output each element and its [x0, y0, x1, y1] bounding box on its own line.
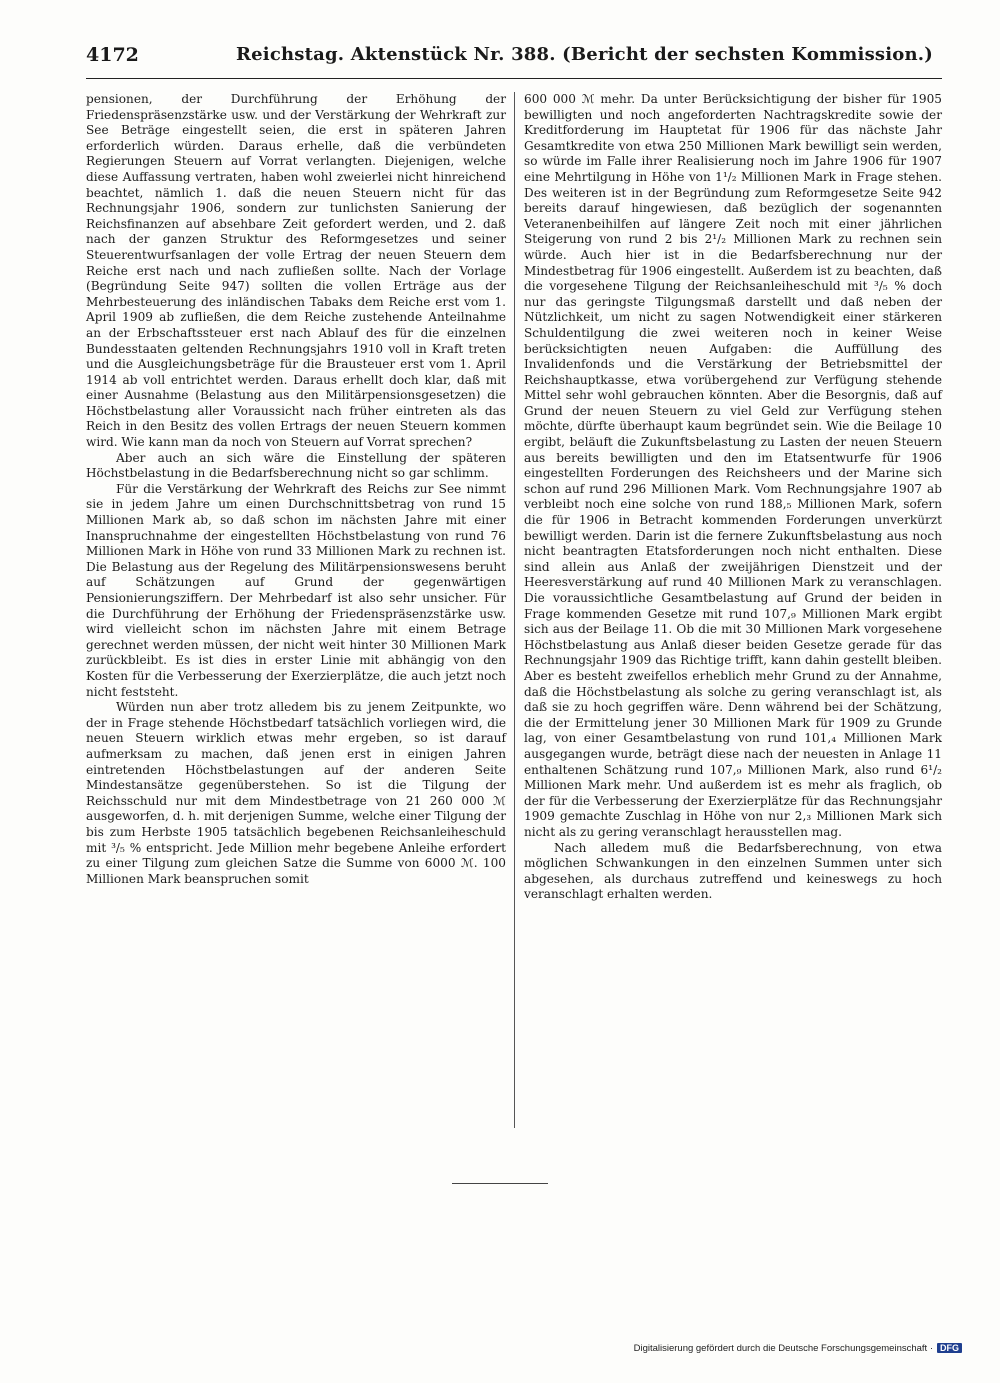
column-divider — [514, 92, 515, 1128]
section-end-rule — [452, 1183, 548, 1184]
body-paragraph: pensionen, der Durchführung der Erhöhung der Friedenspräsenzstärke usw. und der Verstärkung der Wehrkraft zur See Beträge eingestellt seien, die erst in späteren Jahren erforderlich würden. Daraus erhelle, daß die verbündeten Regierungen Steuern auf Vorrat verlangten. Diejenigen, welche diese Auffassung vertraten, haben wohl zweierlei nicht hinreichend beachtet, nämlich 1. daß die neuen Steuern nicht für das Rechnungsjahr 1906, sondern zur tunlichsten Sanierung der Reichsfinanzen auf absehbare Zeit gefordert werden, und 2. daß nach der ganzen Struktur des Reformgesetzes und seiner Steuerentwurfsanlagen der volle Ertrag der neuen Steuern dem Reiche erst nach und nach zufließen sollte. Nach der Vorlage (Begründung Seite 947) sollten die vollen Erträge aus der Mehrbesteuerung des inländischen Tabaks dem Reiche erst vom 1. April 1909 ab zufließen, die dem Reiche zustehende Anteilnahme an der Erbschaftssteuer erst nach Ablauf des für die einzelnen Bundesstaaten geltenden Rechnungsjahrs 1910 voll in Kraft treten und die Ausgleichungsbeträge für die Brausteuer erst vom 1. April 1914 ab voll entrichtet werden. Daraus erhellt doch klar, daß mit einer Ausnahme (Belastung aus den Militärpensionsgesetzen) die Höchstbelastung aller Voraussicht nach früher eintreten als das Reich in den Besitz des vollen Ertrags der neuen Steuern kommen wird. Wie kann man da noch von Steuern auf Vorrat sprechen? — [86, 92, 506, 450]
credit-text: Digitalisierung gefördert durch die Deutsche Forschungsgemeinschaft · — [633, 1343, 933, 1354]
page-header — [86, 44, 942, 74]
digitization-credit — [610, 1343, 962, 1354]
body-paragraph: 600 000 ℳ mehr. Da unter Berücksichtigung der bisher für 1905 bewilligten und noch angeforderten Nachtragskredite sowie der Kreditforderung im Hauptetat für 1906 für das nächste Jahr Gesamtkredite von etwa 250 Millionen Mark bewilligt sein werden, so würde im Falle ihrer Realisierung noch im Jahre 1906 für 1907 eine Mehrtilgung in Höhe von 1¹/₂ Millionen Mark in Frage stehen. Des weiteren ist in der Begründung zum Reformgesetze Seite 942 bereits darauf hingewiesen, daß bezüglich der sogenannten Veteranenbeihilfen auf längere Zeit noch mit einer jährlichen Steigerung von rund 2 bis 2¹/₂ Millionen Mark zu rechnen sein würde. Auch hier ist in die Bedarfsberechnung nur der Mindestbetrag für 1906 eingestellt. Außerdem ist zu beachten, daß die vorgesehene Tilgung der Reichsanleiheschuld mit ³/₅ % doch nur das geringste Tilgungsmaß darstellt und daß neben der Nützlichkeit, um nicht zu sagen Notwendigkeit einer stärkeren Schuldentilgung die zwei weiteren noch in keiner Weise berücksichtigten neuen Aufgaben: die Auffüllung des Invalidenfonds und die Verstärkung der Betriebsmittel der Reichshauptkasse, etwa vorübergehend zur Verfügung stehende Mittel sehr wohl gebrauchen könnten. Aber die Besorgnis, daß auf Grund der neuen Steuern zu viel Geld zur Verfügung stehen möchte, dürfte überhaupt kaum begründet sein. Wie die Beilage 10 ergibt, beläuft die Zukunftsbelastung zu Lasten der neuen Steuern aus bereits bewilligten und den im Etatsentwurfe für 1906 eingestellten Forderungen des Reichsheers und der Marine sich schon auf rund 296 Millionen Mark. Vom Rechnungsjahre 1907 ab verbleibt noch eine solche von rund 188,₅ Millionen Mark, sofern die für 1906 in Betracht kommenden Forderungen unverkürzt bewilligt werden. Darin ist die fernere Zukunftsbelastung aus noch nicht beantragten Etatsforderungen noch nicht enthalten. Diese sind allein aus Anlaß der zweijährigen Dienstzeit und der Heeresverstärkung auf rund 40 Millionen Mark zu veranschlagen. Die voraussichtliche Gesamtbelastung auf Grund der beiden in Frage kommenden Gesetze mit rund 107,₉ Millionen Mark ergibt sich aus der Beilage 11. Ob die mit 30 Millionen Mark vorgesehene Höchstbelastung aus Anlaß dieser beiden Gesetze gerade für das Rechnungsjahr 1909 das Richtige trifft, kann dahin gestellt bleiben. Aber es besteht zweifellos erheblich mehr Grund zu der Annahme, daß die Höchstbelastung als solche zu gering veranschlagt ist, als daß sie zu hoch gegriffen wäre. Denn während bei der Schätzung, die der Ermittelung jener 30 Millionen Mark für 1909 zu Grunde lag, von einer Gesamtbelastung von rund 101,₄ Millionen Mark ausgegangen wurde, beträgt diese nach der neuesten in Anlage 11 enthaltenen Schätzung rund 107,₉ Millionen Mark, also rund 6¹/₂ Millionen Mark mehr. Und außerdem ist es mehr als fraglich, ob der für die Verbesserung der Exerzierplätze für das Rechnungsjahr 1909 gemachte Zuschlag in Höhe von nur 2,₃ Millionen Mark sich nicht als zu gering veranschlagt herausstellen mag. — [524, 92, 942, 839]
right-column — [524, 92, 942, 903]
left-column — [86, 92, 506, 887]
header-rule — [86, 78, 942, 79]
body-paragraph: Nach alledem muß die Bedarfsberechnung, von etwa möglichen Schwankungen in den einzelnen Summen unter sich abgesehen, als durchaus zutreffend und keineswegs zu hoch veranschlagt erhalten werden. — [524, 840, 942, 902]
body-paragraph: Aber auch an sich wäre die Einstellung der späteren Höchstbelastung in die Bedarfsberechnung nicht so gar schlimm. — [86, 450, 506, 481]
body-paragraph: Für die Verstärkung der Wehrkraft des Reichs zur See nimmt sie in jedem Jahre um einen Durchschnittsbetrag von rund 15 Millionen Mark ab, so daß schon im nächsten Jahre mit einer Inanspruchnahme der eingestellten Höchstbelastung von rund 76 Millionen Mark in Höhe von rund 33 Millionen Mark zu rechnen ist. Die Belastung aus der Regelung des Militärpensionswesens beruht auf Schätzungen auf Grund der gegenwärtigen Pensionierungsziffern. Der Mehrbedarf ist also sehr unsicher. Für die Durchführung der Erhöhung der Friedenspräsenzstärke usw. wird vielleicht schon im nächsten Jahre mit einem Betrage gerechnet werden müssen, der nicht weit hinter 30 Millionen Mark zurückbleibt. Es ist dies in erster Linie mit abhängig von den Kosten für die Verbesserung der Exerzierplätze, die auch jetzt noch nicht feststeht. — [86, 481, 506, 699]
body-paragraph: Würden nun aber trotz alledem bis zu jenem Zeitpunkte, wo der in Frage stehende Höchstbedarf tatsächlich vorliegen wird, die neuen Steuern wirklich etwas mehr ergeben, so ist darauf aufmerksam zu machen, daß jenen erst in einigen Jahren eintretenden Höchstbelastungen auf der anderen Seite Mindestansätze gegenüberstehen. So ist die Tilgung der Reichsschuld nur mit dem Mindestbetrage von 21 260 000 ℳ ausgeworfen, d. h. mit derjenigen Summe, welche einer Tilgung der bis zum Herbste 1905 tatsächlich begebenen Reichsanleiheschuld mit ³/₅ % entspricht. Jede Million mehr begebene Anleihe erfordert zu einer Tilgung zum gleichen Satze die Summe von 6000 ℳ. 100 Millionen Mark beanspruchen somit — [86, 700, 506, 886]
running-head: Reichstag. Aktenstück Nr. 388. (Bericht der sechsten Kommission.) — [236, 44, 933, 65]
page-number: 4172 — [86, 44, 139, 66]
dfg-logo: DFG — [937, 1343, 962, 1353]
